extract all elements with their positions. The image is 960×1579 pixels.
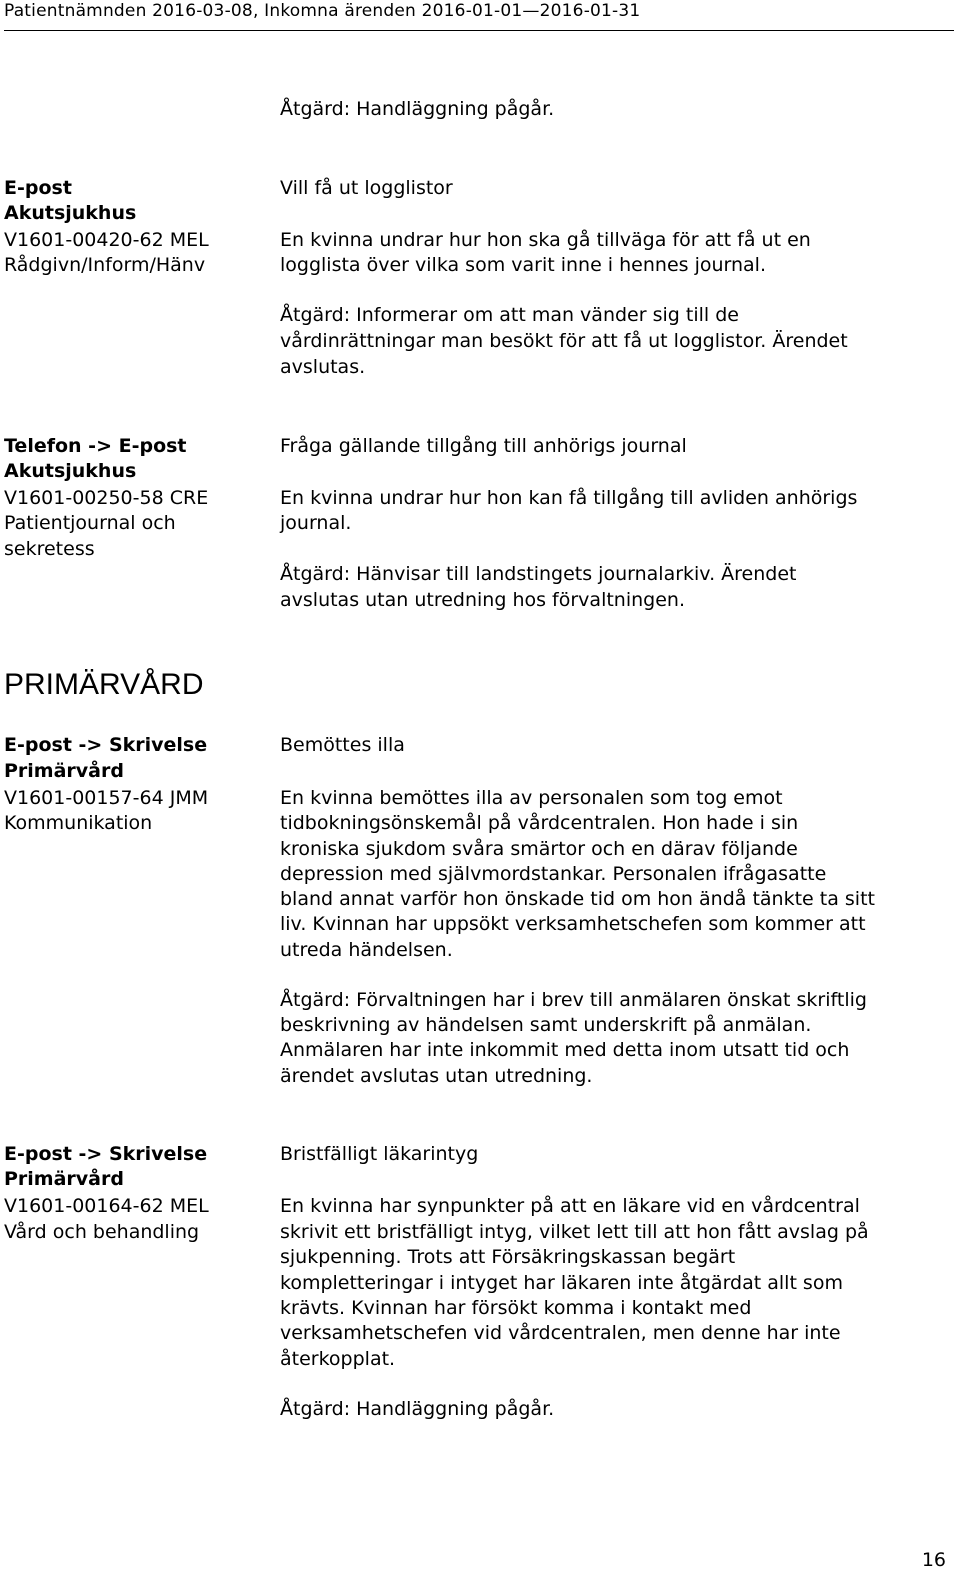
case-action-line: Åtgärd: Handläggning pågår. (280, 1398, 555, 1420)
case-action-line: Åtgärd: Informerar om att man vänder sig till de (280, 304, 739, 326)
case-channel: E-post -> Skrivelse (4, 734, 208, 756)
case-body-line: En kvinna undrar hur hon ska gå tillväga för att få ut en (280, 229, 811, 251)
case-category: sekretess (4, 538, 95, 560)
case-title: Vill få ut logglistor (280, 177, 453, 199)
case-action-line: ärendet avslutas utan utredning. (280, 1065, 593, 1087)
case-body-line: krävts. Kvinnan har försökt komma i kontakt med (280, 1297, 752, 1319)
case-action-line: Åtgärd: Förvaltningen har i brev till anmälaren önskat skriftlig (280, 989, 867, 1011)
case-body-line: liv. Kvinnan har uppsökt verksamhetschefen som kommer att (280, 913, 866, 935)
case-action-line: beskrivning av händelsen samt underskrift på anmälan. (280, 1014, 812, 1036)
case-category: Vård och behandling (4, 1221, 200, 1243)
case-body-line: En kvinna undrar hur hon kan få tillgång till avliden anhörigs (280, 487, 858, 509)
case-body-line: kroniska sjukdom svåra smärtor och en därav följande (280, 838, 798, 860)
case-id: V1601-00157-64 JMM (4, 787, 209, 809)
case-body-line: återkopplat. (280, 1348, 396, 1370)
action-text: Åtgärd: Handläggning pågår. (280, 98, 555, 120)
case-unit: Akutsjukhus (4, 460, 137, 482)
case-action-line: avslutas. (280, 356, 366, 378)
case-body-line: sjukpenning. Trots att Försäkringskassan begärt (280, 1246, 736, 1268)
case-body-line: En kvinna har synpunkter på att en läkare vid en vårdcentral (280, 1195, 860, 1217)
case-action-line: Anmälaren har inte inkommit med detta inom utsatt tid och (280, 1039, 850, 1061)
case-body-line: skrivit ett bristfälligt intyg, vilket lett till att hon fått avslag på (280, 1221, 869, 1243)
case-body-line: En kvinna bemöttes illa av personalen som tog emot (280, 787, 783, 809)
case-id: V1601-00164-62 MEL (4, 1195, 209, 1217)
case-category: Kommunikation (4, 812, 153, 834)
case-title: Bristfälligt läkarintyg (280, 1143, 479, 1165)
case-body-line: logglista över vilka som varit inne i hennes journal. (280, 254, 766, 276)
page-number: 16 (921, 1549, 946, 1571)
case-unit: Akutsjukhus (4, 202, 137, 224)
case-id: V1601-00420-62 MEL (4, 229, 209, 251)
case-unit: Primärvård (4, 1168, 124, 1190)
case-body-line: verksamhetschefen vid vårdcentralen, men denne har inte (280, 1322, 841, 1344)
case-body-line: kompletteringar i intyget har läkaren inte åtgärdat allt som (280, 1272, 843, 1294)
case-channel: E-post (4, 177, 72, 199)
case-id: V1601-00250-58 CRE (4, 487, 209, 509)
case-body-line: journal. (280, 512, 352, 534)
case-body-line: depression med självmordstankar. Personalen ifrågasatte (280, 863, 827, 885)
case-channel: Telefon -> E-post (4, 435, 187, 457)
case-body-line: tidbokningsönskemål på vårdcentralen. Hon hade i sin (280, 812, 799, 834)
case-category: Patientjournal och (4, 512, 176, 534)
case-unit: Primärvård (4, 760, 124, 782)
header-text: Patientnämnden 2016-03-08, Inkomna ärenden 2016-01-01—2016-01-31 (4, 1, 641, 21)
case-action-line: avslutas utan utredning hos förvaltningen. (280, 589, 685, 611)
case-action-line: vårdinrättningar man besökt för att få ut logglistor. Ärendet (280, 330, 848, 352)
section-heading: PRIMÄRVÅRD (4, 668, 204, 701)
case-body-line: utreda händelsen. (280, 939, 453, 961)
case-title: Fråga gällande tillgång till anhörigs journal (280, 435, 687, 457)
case-action-line: Åtgärd: Hänvisar till landstingets journalarkiv. Ärendet (280, 563, 797, 585)
page-header (4, 0, 954, 31)
case-title: Bemöttes illa (280, 734, 405, 756)
case-channel: E-post -> Skrivelse (4, 1143, 208, 1165)
case-category: Rådgivn/Inform/Hänv (4, 254, 206, 276)
case-body-line: bland annat varför hon önskade tid om hon ändå tänkte ta sitt (280, 888, 875, 910)
